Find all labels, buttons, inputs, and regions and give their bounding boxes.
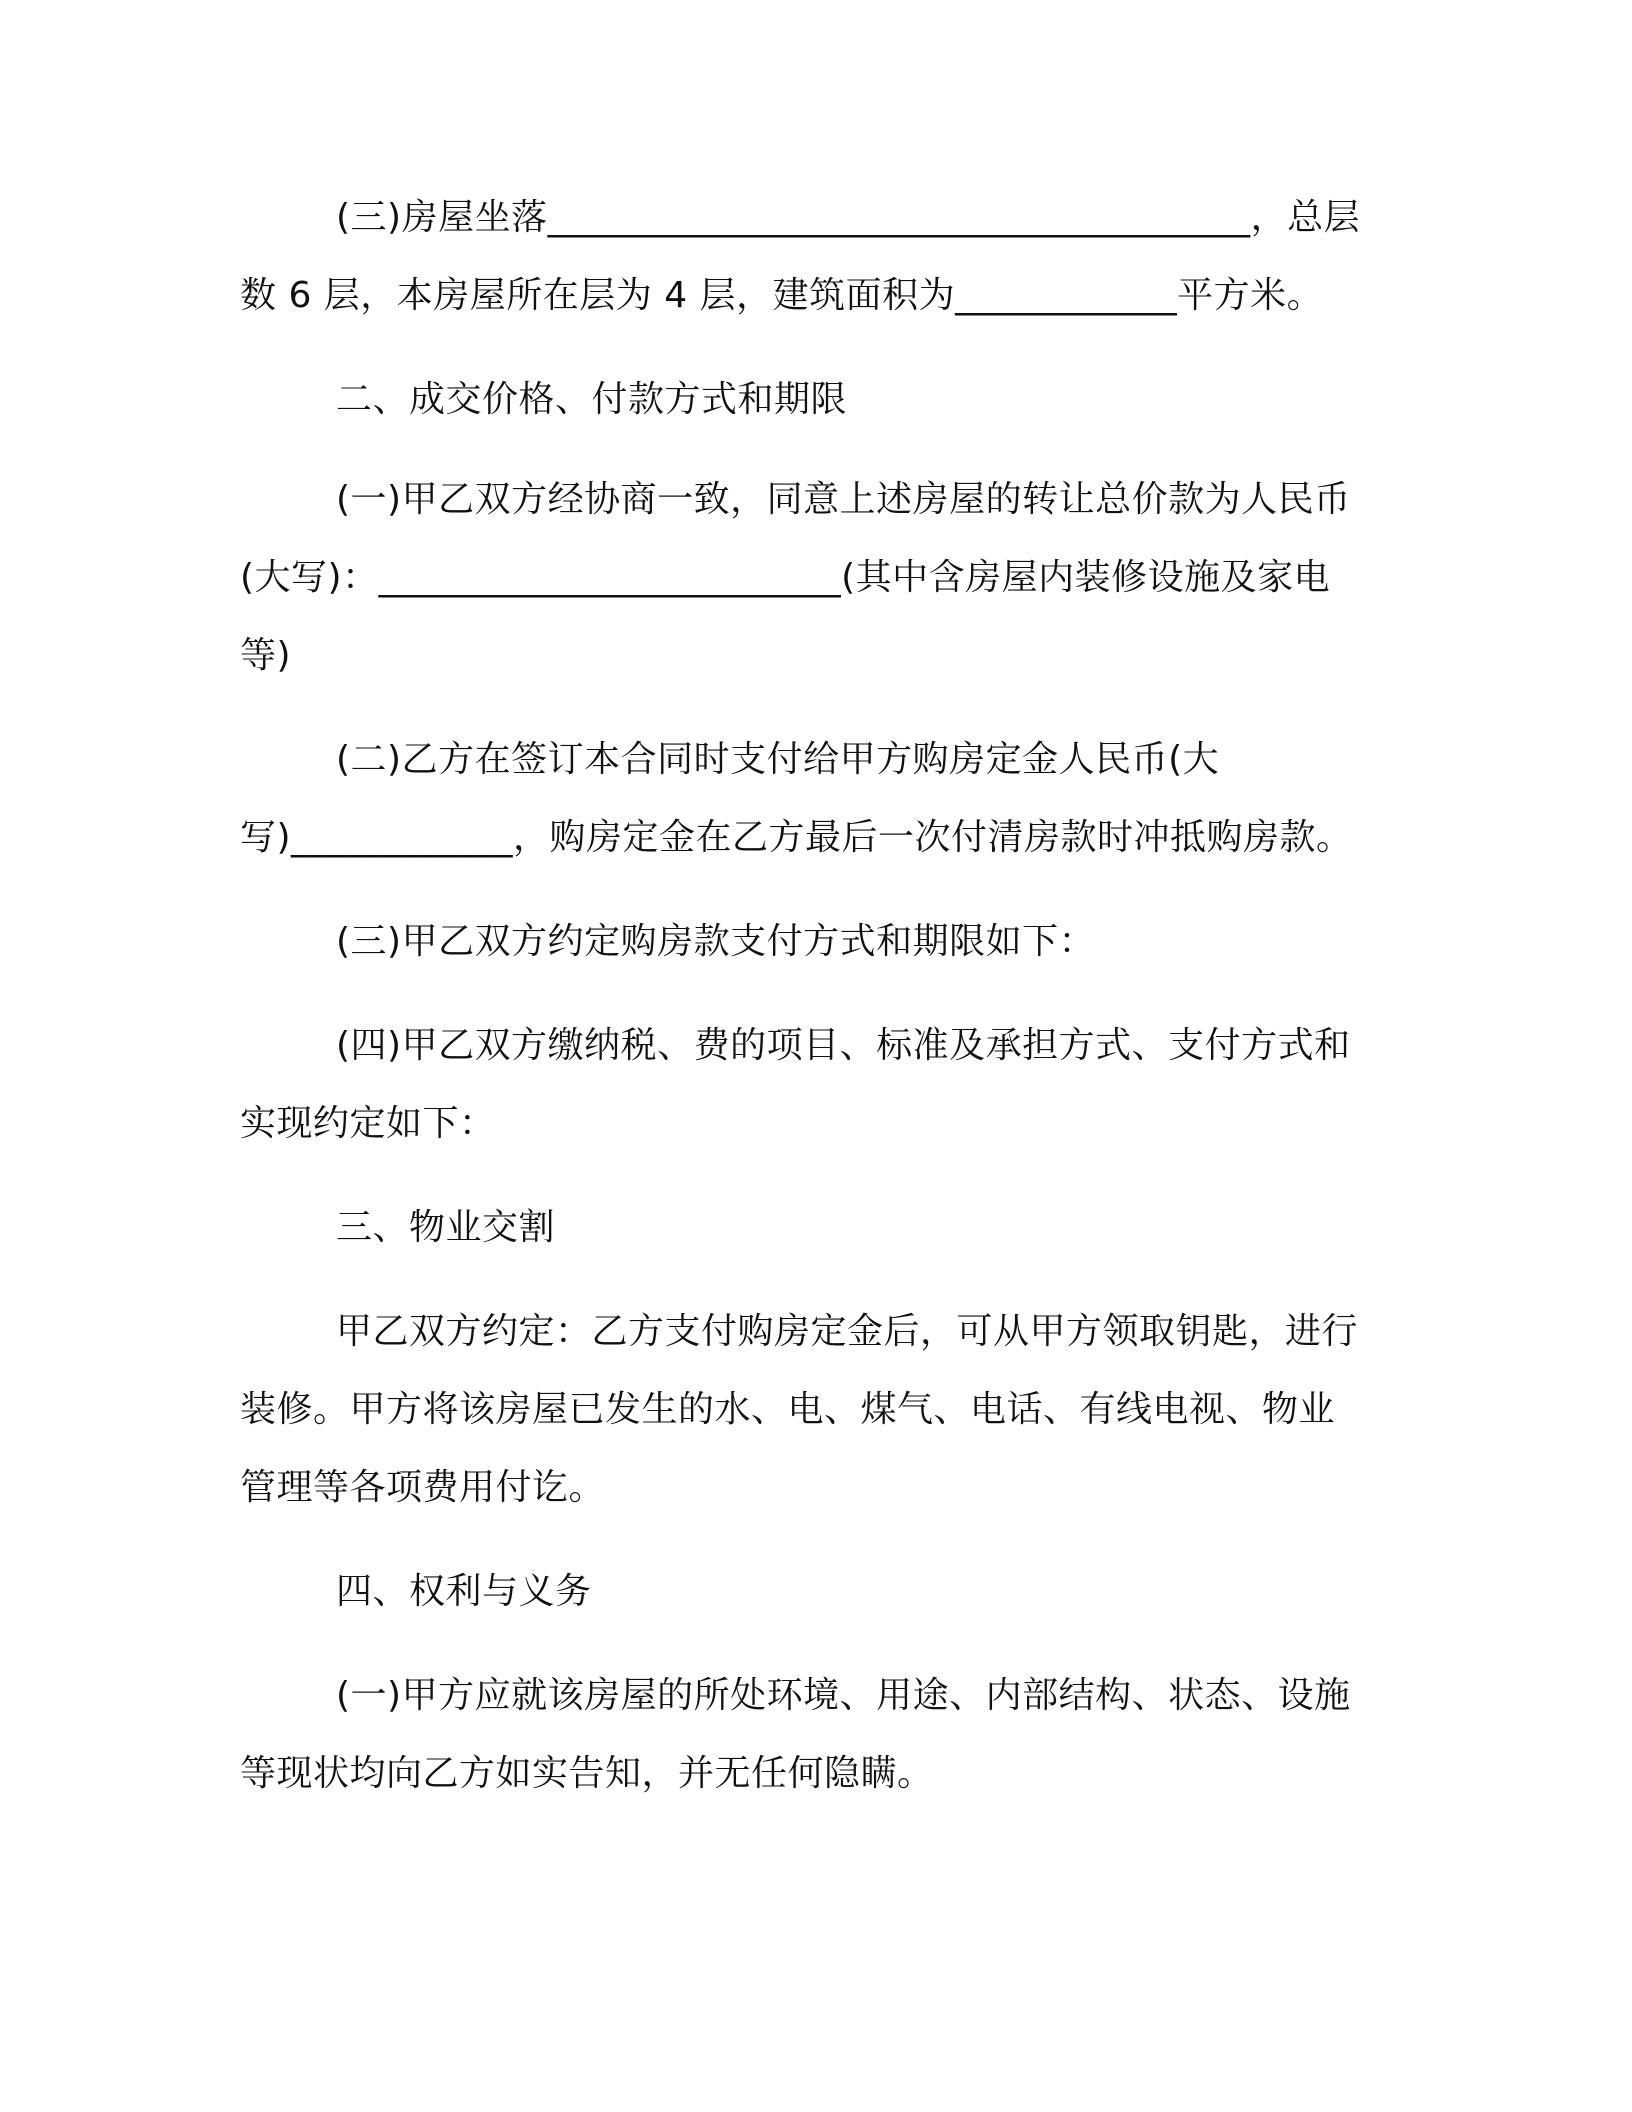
paragraph-disclosure-cont: 等现状均向乙方如实告知，并无任何隐瞒。 [240,1753,934,1794]
paragraph-deposit: (二)乙方在签订本合同时支付给甲方购房定金人民币(大 [336,739,1220,780]
paragraph-total-price: (一)甲乙双方经协商一致，同意上述房屋的转让总价款为人民币 [336,479,1351,520]
paragraph-handover-cont: 装修。甲方将该房屋已发生的水、电、煤气、电话、有线电视、物业 [240,1389,1336,1430]
paragraph-deposit-cont: 写)____________，购房定金在乙方最后一次付清房款时冲抵购房款。 [240,817,1353,858]
paragraph-total-price-cont: (大写)：_________________________(其中含房屋内装修设施及家电 [240,557,1331,598]
paragraph-total-price-end: 等) [240,635,292,676]
paragraph-disclosure: (一)甲方应就该房屋的所处环境、用途、内部结构、状态、设施 [336,1675,1351,1716]
paragraph-handover: 甲乙双方约定：乙方支付购房定金后，可从甲方领取钥匙，进行 [336,1311,1359,1352]
paragraph-payment-terms: (三)甲乙双方约定购房款支付方式和期限如下： [336,921,1096,962]
paragraph-handover-end: 管理等各项费用付讫。 [240,1467,606,1508]
section-heading-property-handover: 三、物业交割 [336,1207,556,1248]
paragraph-house-location-cont: 数 6 层，本房屋所在层为 4 层，建筑面积为____________平方米。 [240,275,1324,316]
paragraph-house-location: (三)房屋坐落______________________________________，总层 [336,197,1361,238]
section-heading-price-payment: 二、成交价格、付款方式和期限 [336,379,848,420]
paragraph-taxes-fees-cont: 实现约定如下： [240,1103,496,1144]
paragraph-taxes-fees: (四)甲乙双方缴纳税、费的项目、标准及承担方式、支付方式和 [336,1025,1351,1066]
section-heading-rights-obligations: 四、权利与义务 [336,1571,592,1612]
